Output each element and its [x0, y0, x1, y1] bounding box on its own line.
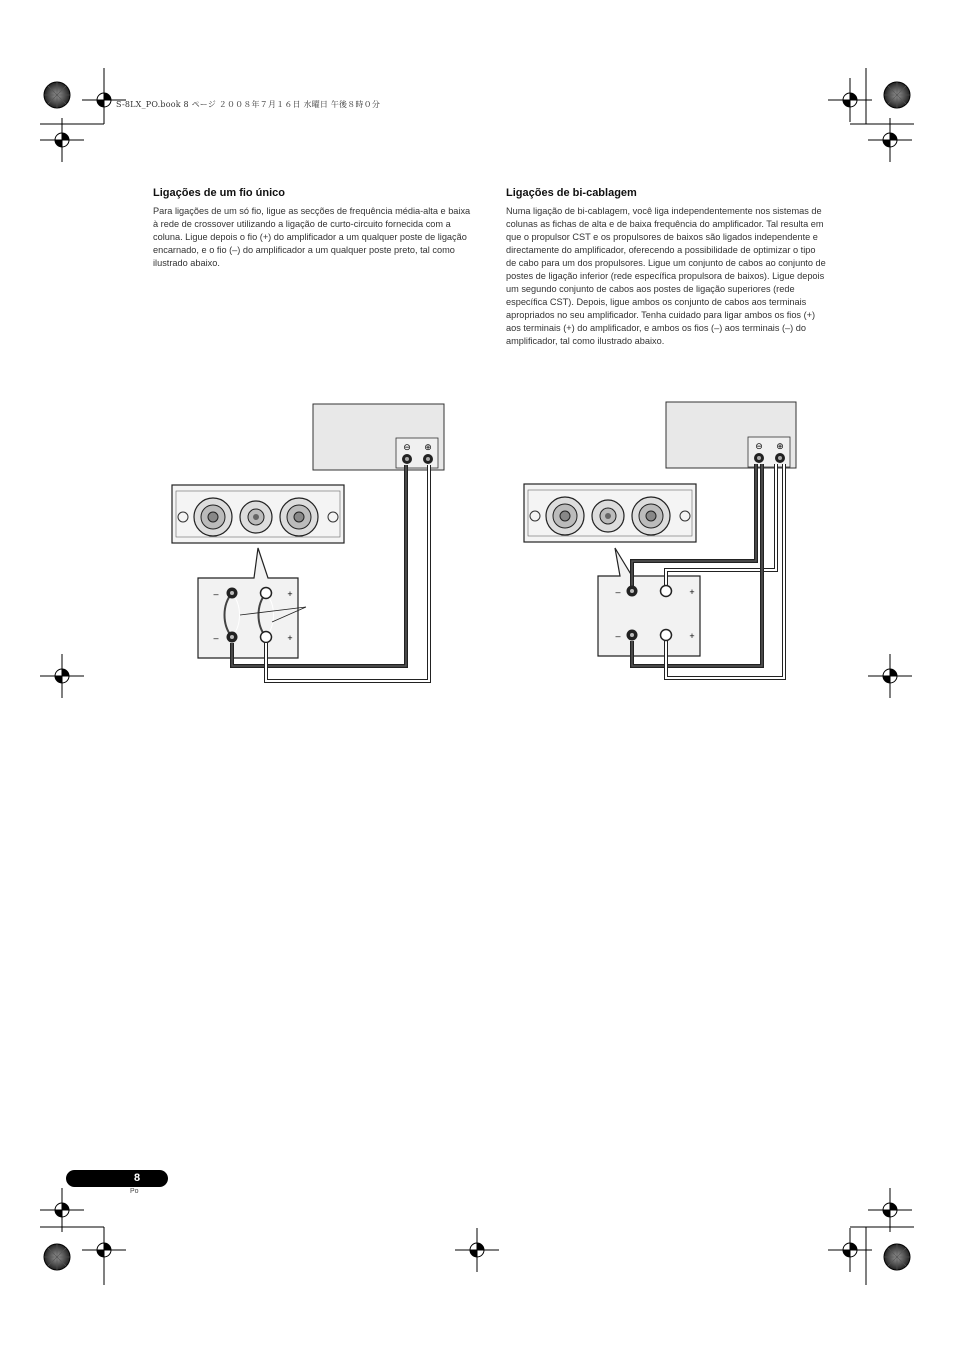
book-info-header: S-8LX_PO.book 8 ページ ２００８年７月１６日 水曜日 午後８時０分	[116, 100, 381, 109]
bi-wire-description: Numa ligação de bi-cablagem, você liga independentemente nos sistemas de colunas as fichas de alta e de baixa frequência do amplificador. Tal resulta em que o propulsor CST e os propulsores de baixos são ligados independente e directamente do amplificador, oferecendo a possibilidade de optimizar o tipo de cabo para um dos propulsores. Ligue um conjunto de cabos ao conjunto de postes de ligação inferior (rede específica propulsora de baixos). Ligue depois um segundo conjunto de cabos aos postes de ligação superiores (rede específica CST). Depois, ligue ambos os conjunto de cabos aos terminais apropriados no seu amplificador. Tenha cuidado para ligar ambos os fios (+) aos terminais (+) do amplificador, e ambos os fios (–) aos terminais (–) do amplificador, tal como ilustrado abaixo.	[506, 206, 826, 346]
svg-text:+: +	[689, 587, 695, 597]
single-wire-description: Para ligações de um só fio, ligue as secções de frequência média-alta e baixa à rede de crossover utilizando a ligação de curto-circuito fornecida com a coluna. Ligue depois o fio (+) do amplificador a um qualquer poste de ligação encarnado, e o fio (–) do amplificador a um qualquer poste preto, tal como ilustrado abaixo.	[153, 206, 471, 268]
page-language: Po	[130, 1188, 139, 1195]
single-wire-diagram	[172, 404, 444, 681]
svg-text:+: +	[689, 631, 695, 641]
page-number: 8	[133, 1172, 141, 1184]
amp-minus-label: ⊖	[755, 442, 763, 452]
svg-text:+: +	[287, 589, 293, 599]
single-wire-title: Ligações de um fio único	[153, 187, 286, 199]
svg-text:–: –	[615, 587, 621, 597]
svg-text:–: –	[213, 633, 219, 643]
amp-minus-label: ⊖	[403, 443, 411, 453]
amp-plus-label: ⊕	[424, 443, 432, 453]
svg-text:–: –	[615, 631, 621, 641]
bi-wire-title: Ligações de bi-cablagem	[506, 187, 637, 199]
amp-plus-label: ⊕	[776, 442, 784, 452]
svg-text:–: –	[213, 589, 219, 599]
bi-wire-diagram	[524, 402, 796, 678]
svg-text:+: +	[287, 633, 293, 643]
page-number-badge	[66, 1170, 168, 1187]
